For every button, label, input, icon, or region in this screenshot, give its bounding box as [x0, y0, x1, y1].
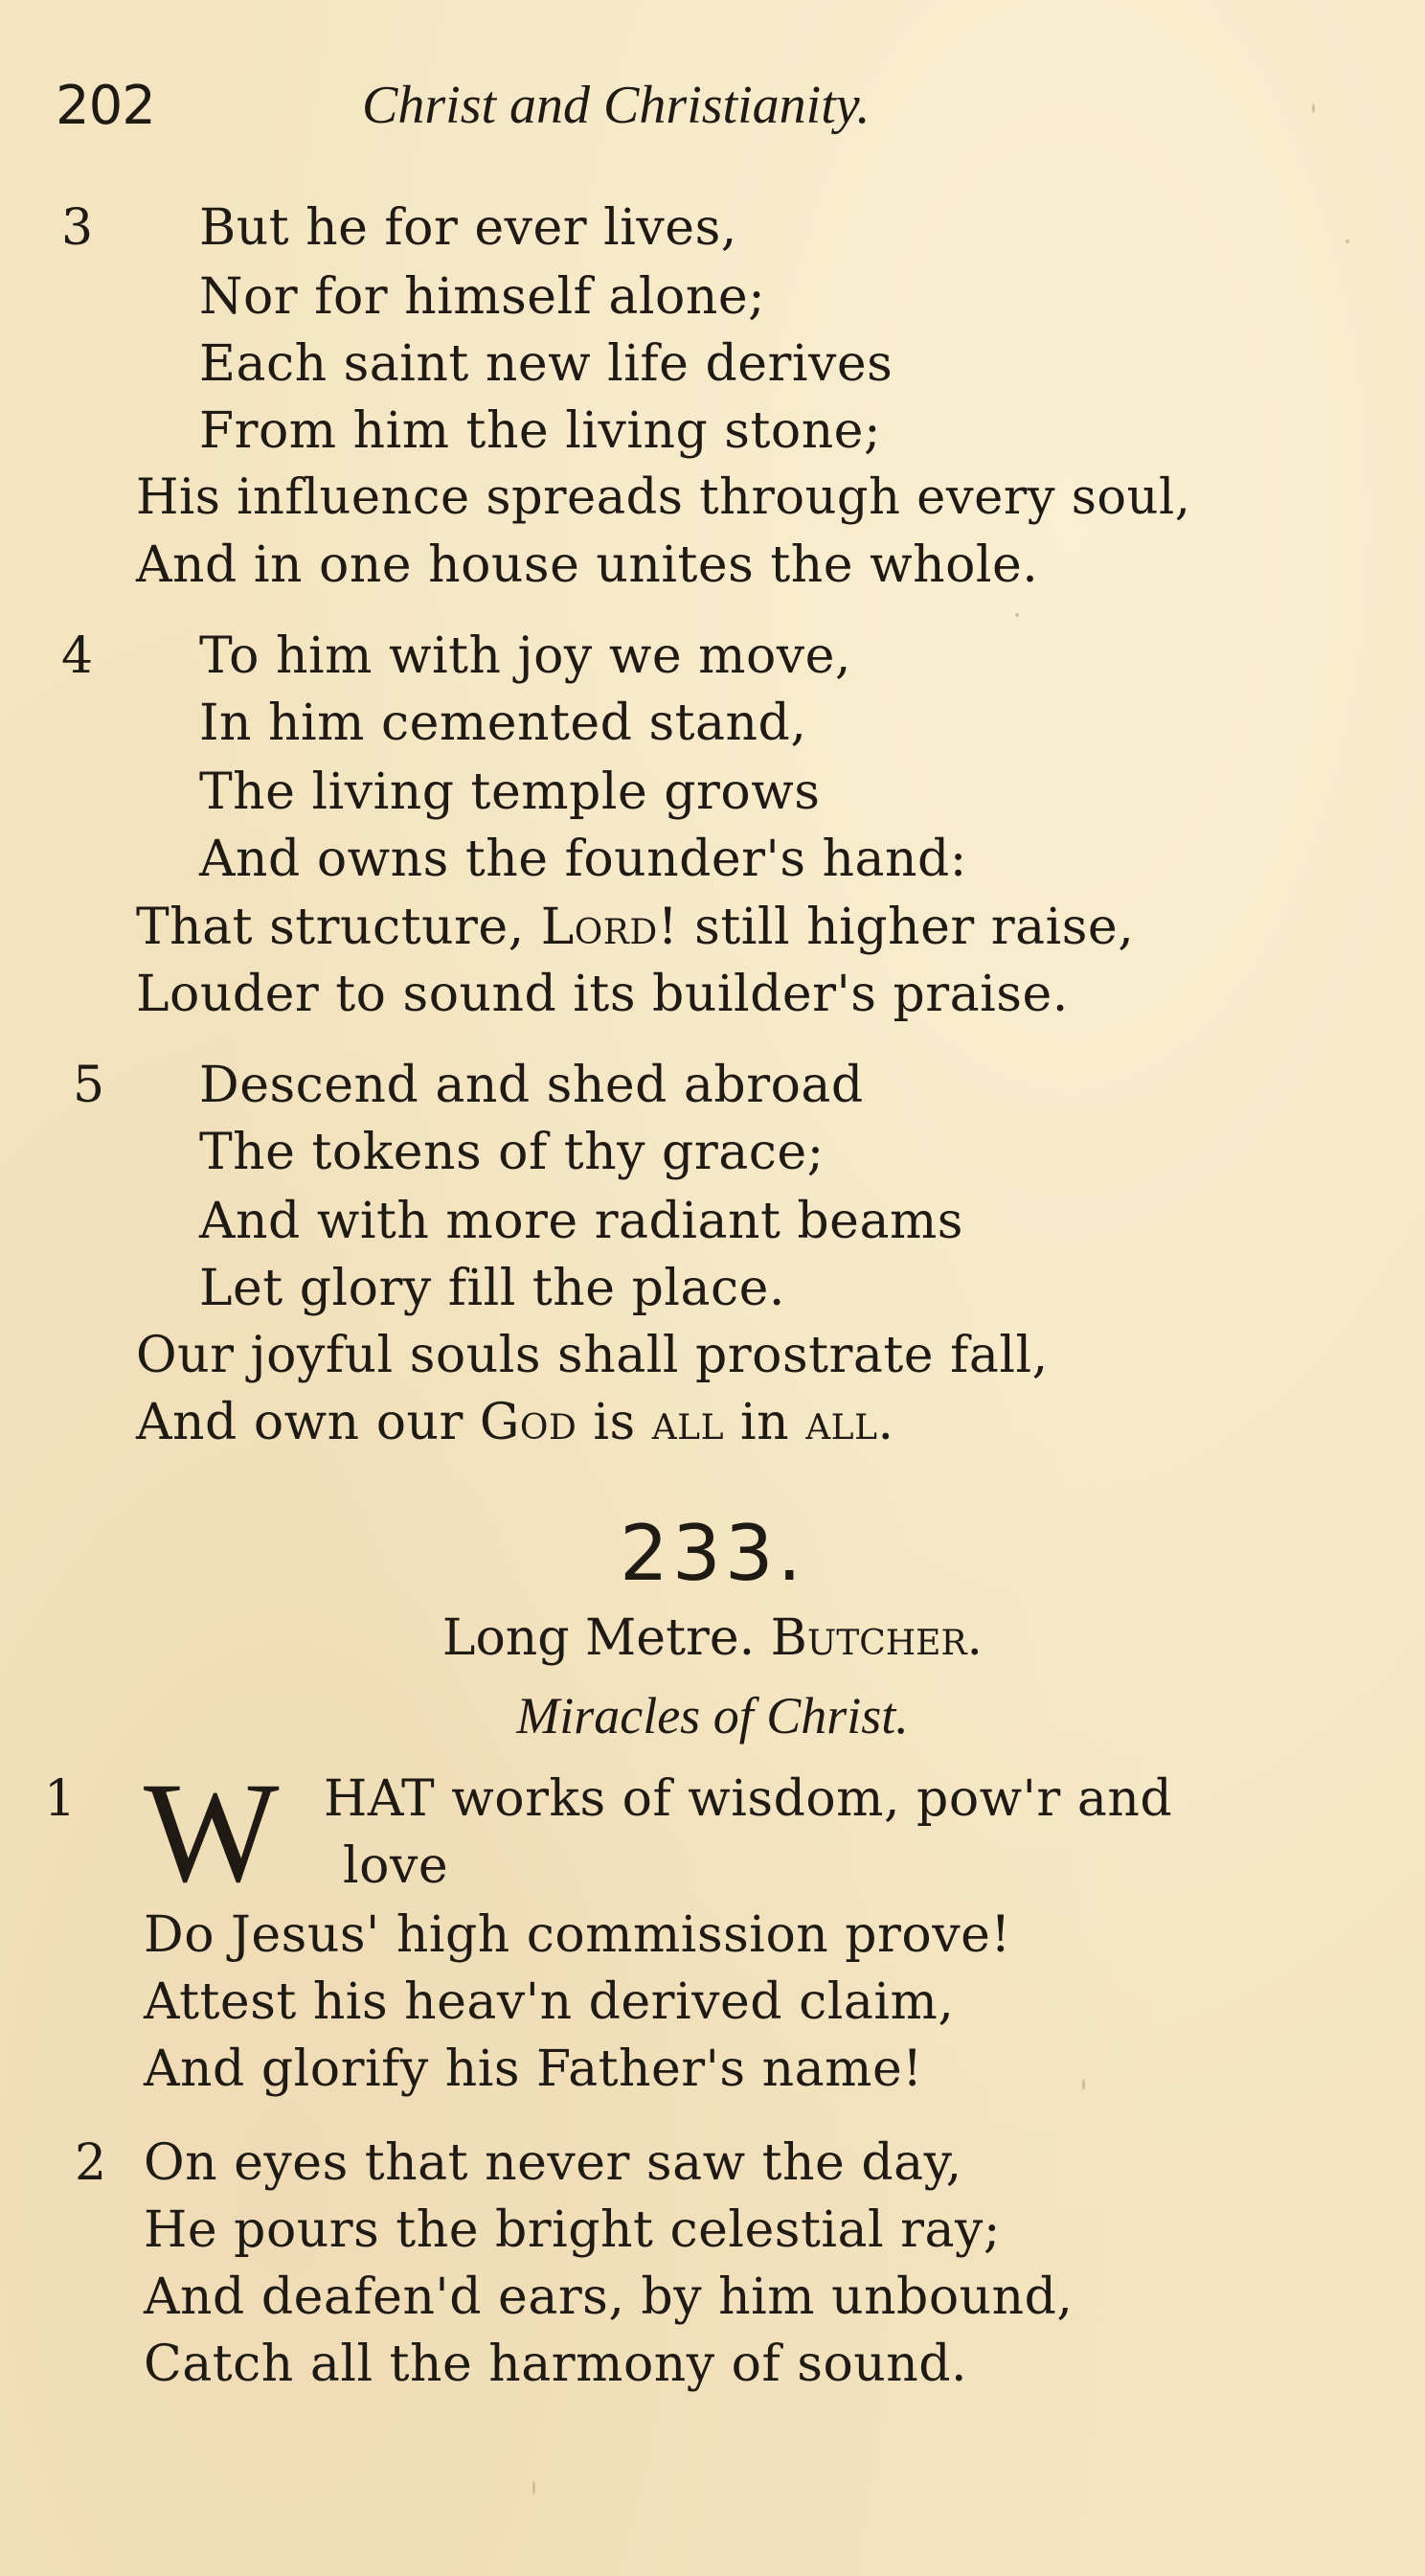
all-word: all [651, 1394, 724, 1451]
verse-line: Louder to sound its builder's praise. [136, 966, 1069, 1023]
verse-line: He pours the bright celestial ray; [144, 2201, 1001, 2259]
paper-speck [1082, 2079, 1085, 2090]
verse-number: 2 [75, 2134, 107, 2192]
paper-speck [1312, 103, 1315, 113]
line-text: ! still higher raise, [657, 899, 1135, 956]
meter: Long Metre. [441, 1609, 756, 1667]
verse-line: But he for ever lives, [199, 199, 737, 257]
verse-line: Attest his heav'n derived claim, [144, 1973, 955, 2031]
verse-line: The tokens of thy grace; [199, 1124, 825, 1181]
verse-number: 5 [73, 1057, 105, 1114]
line-text: And own our [136, 1394, 480, 1451]
line-text: in [724, 1394, 806, 1451]
verse-line: The living temple grows [199, 764, 821, 821]
hymn-number: 233. [619, 1509, 806, 1598]
verse-line: HAT works of wisdom, pow'r and [324, 1770, 1173, 1828]
verse-line: From him the living stone; [199, 402, 881, 460]
drop-cap: W [144, 1753, 280, 1912]
verse-line: And in one house unites the whole. [136, 536, 1039, 594]
verse-line: love [343, 1837, 449, 1895]
verse-line: And glorify his Father's name! [144, 2040, 923, 2098]
verse-number: 4 [61, 627, 94, 685]
page-number: 202 [56, 75, 155, 137]
verse-line: His influence spreads through every soul, [136, 469, 1191, 526]
verse-line [136, 899, 1134, 956]
verse-number: 3 [61, 199, 94, 257]
verse-line: Our joyful souls shall prostrate fall, [136, 1327, 1049, 1384]
verse-line [136, 1394, 894, 1451]
verse-line: On eyes that never saw the day, [144, 2134, 962, 2192]
verse-line: Nor for himself alone; [199, 268, 766, 326]
line-text: That structure, [136, 899, 541, 956]
verse-line: And with more radiant beams [199, 1193, 963, 1250]
all-word: all [805, 1394, 878, 1451]
paper-speck [532, 2481, 535, 2495]
line-text: is [577, 1394, 652, 1451]
hymn-subject: Miracles of Christ. [516, 1687, 909, 1744]
verse-line: And deafen'd ears, by him unbound, [144, 2268, 1074, 2326]
verse-line: In him cemented stand, [199, 695, 807, 752]
verse-line: Do Jesus' high commission prove! [144, 1906, 1011, 1964]
verse-line: Catch all the harmony of sound. [144, 2336, 968, 2393]
line-text: . [877, 1394, 894, 1451]
verse-line: Let glory fill the place. [199, 1260, 785, 1317]
verse-line: Each saint new life derives [199, 335, 893, 393]
verse-line: To him with joy we move, [199, 627, 851, 685]
tune-name: Butcher. [770, 1609, 984, 1667]
verse-number: 1 [44, 1770, 77, 1828]
verse-line: And owns the founder's hand: [199, 831, 967, 888]
verse-line: Descend and shed abroad [199, 1057, 864, 1114]
lord-word: Lord [540, 899, 658, 956]
running-title: Christ and Christianity. [362, 76, 871, 135]
running-head [56, 75, 1052, 142]
god-word: God [479, 1394, 577, 1451]
paper-speck [1346, 239, 1349, 243]
paper-speck [1015, 613, 1019, 617]
meter-line [0, 1609, 1425, 1667]
